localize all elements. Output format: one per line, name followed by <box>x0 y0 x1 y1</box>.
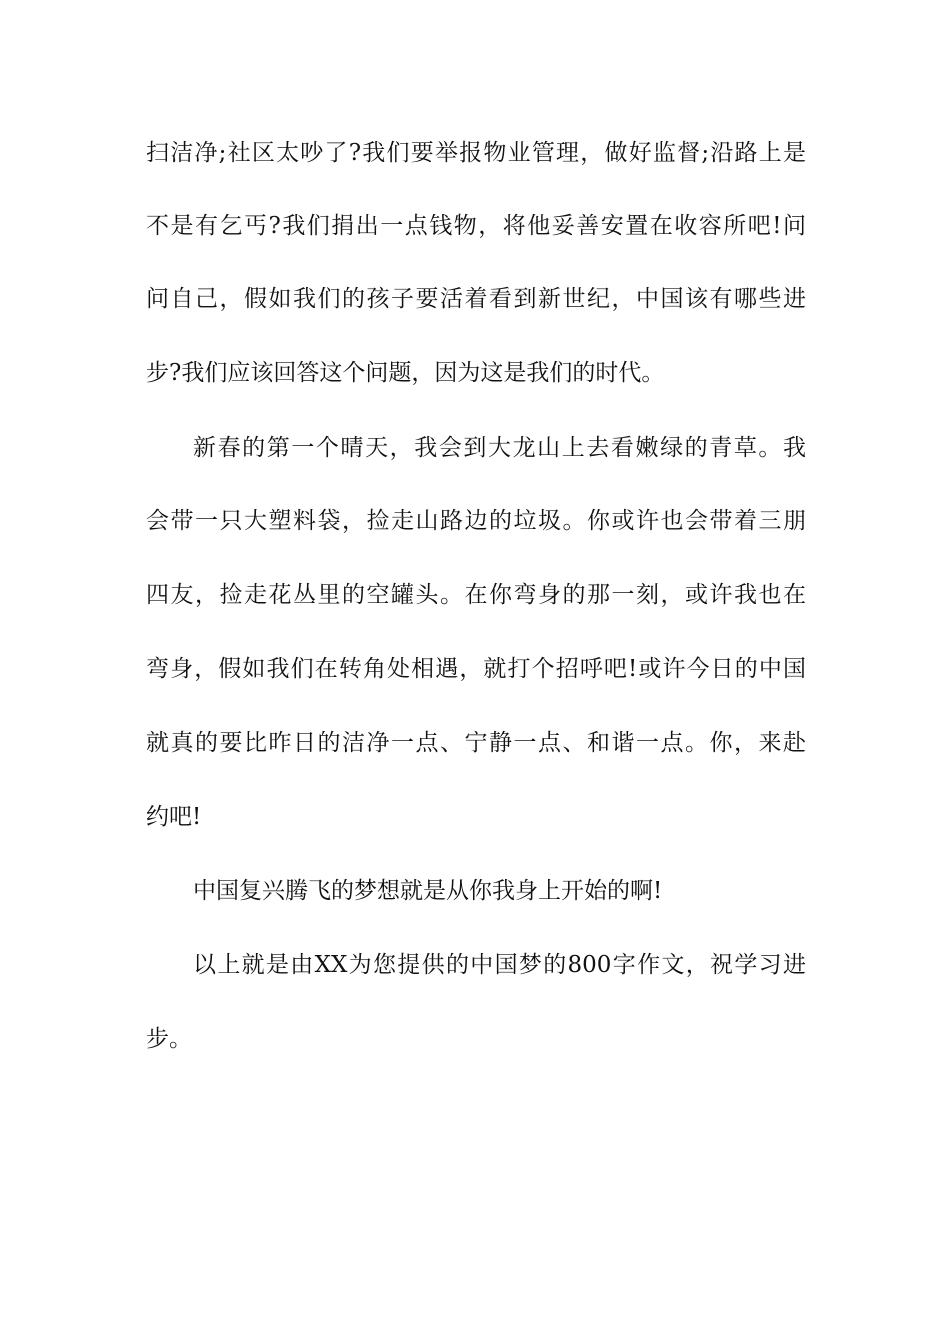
paragraph-2-line-4: 弯身，假如我们在转角处相遇，就打个招呼吧!或许今日的中国 <box>146 656 806 682</box>
paragraph-1-line-3: 问自己，假如我们的孩子要活着看到新世纪，中国该有哪些进 <box>146 286 806 312</box>
paragraph-2-line-3: 四友，捡走花丛里的空罐头。在你弯身的那一刻，或许我也在 <box>146 582 806 608</box>
paragraph-4-line-1: 以上就是由XX为您提供的中国梦的800字作文，祝学习进 <box>193 952 806 978</box>
paragraph-2-line-1: 新春的第一个晴天，我会到大龙山上去看嫩绿的青草。我 <box>193 435 806 461</box>
paragraph-4-line-2: 步。 <box>146 1026 192 1052</box>
paragraph-2-line-2: 会带一只大塑料袋，捡走山路边的垃圾。你或许也会带着三朋 <box>146 508 806 534</box>
paragraph-2-line-6: 约吧! <box>146 804 202 830</box>
paragraph-1-line-1: 扫洁净;社区太吵了?我们要举报物业管理，做好监督;沿路上是 <box>146 140 806 166</box>
paragraph-3-line-1: 中国复兴腾飞的梦想就是从你我身上开始的啊! <box>193 878 663 904</box>
paragraph-1-line-4: 步?我们应该回答这个问题，因为这是我们的时代。 <box>146 360 665 386</box>
paragraph-1-line-2: 不是有乞丐?我们捐出一点钱物，将他妥善安置在收容所吧!问 <box>146 213 806 239</box>
paragraph-2-line-5: 就真的要比昨日的洁净一点、宁静一点、和谐一点。你，来赴 <box>146 730 806 756</box>
